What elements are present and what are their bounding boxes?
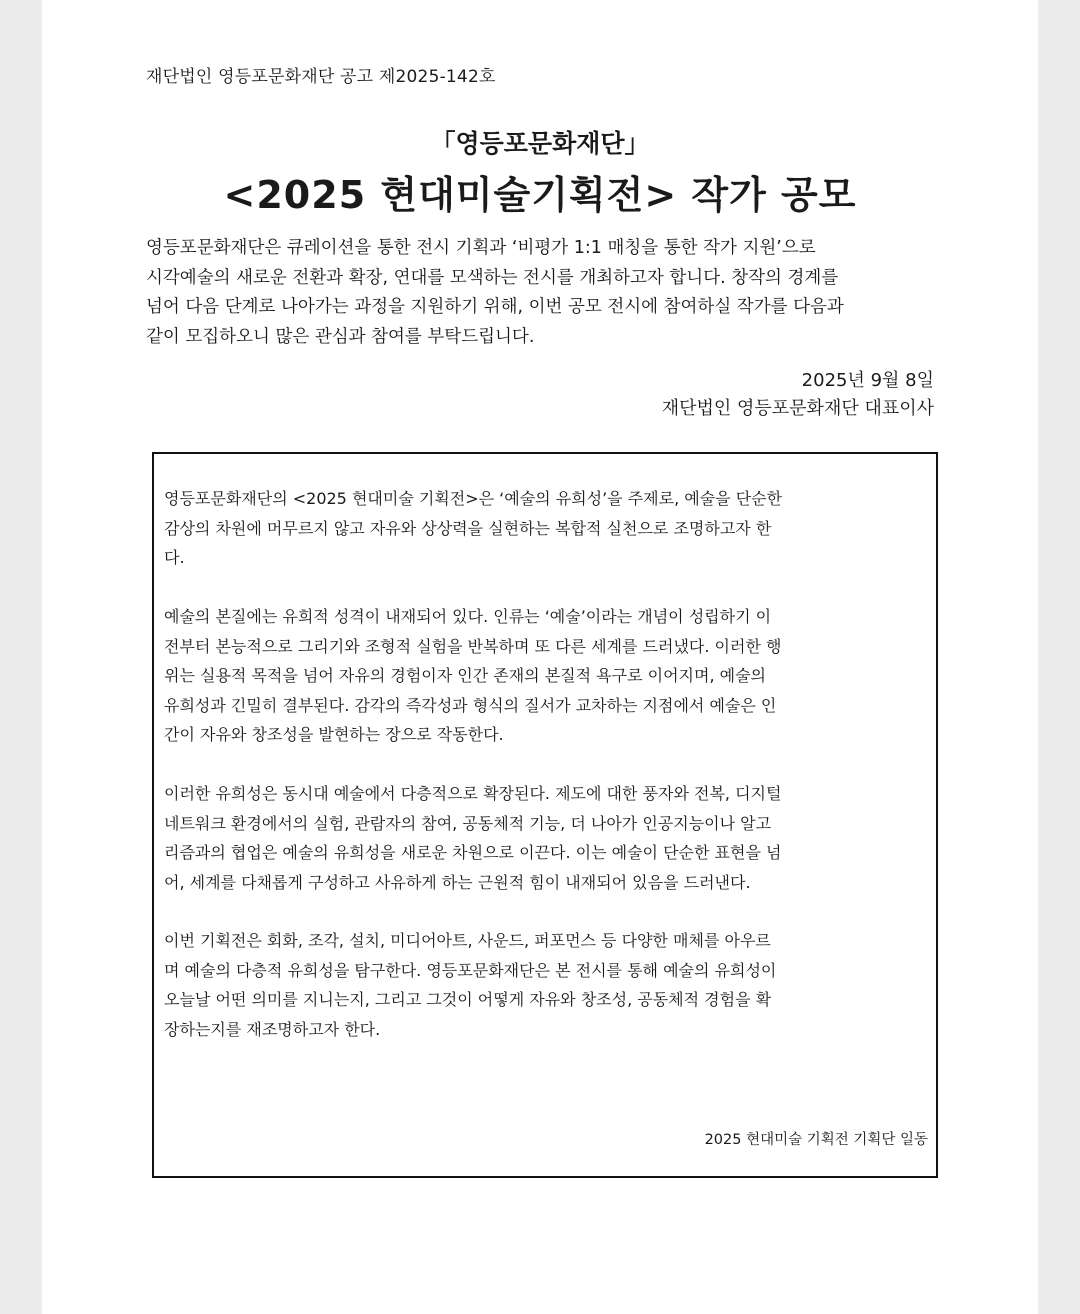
paragraph-line: 유희성과 긴밀히 결부된다. 감각의 즉각성과 형식의 질서가 교차하는 지점에서 예술은 인	[164, 695, 777, 715]
paragraph-line: 이번 기획전은 회화, 조각, 설치, 미디어아트, 사운드, 퍼포먼스 등 다양한 매체를 아우르	[164, 931, 771, 950]
intro-line: 같이 모집하오니 많은 관심과 참여를 부탁드립니다.	[146, 326, 535, 347]
paragraph-line: 예술의 본질에는 유희적 성격이 내재되어 있다. 인류는 ‘예술’이라는 개념이 성립하기 이	[164, 607, 772, 626]
paragraph-line: 감상의 차원에 머무르지 않고 자유와 상상력을 실현하는 복합적 실천으로 조명하고자 한	[164, 518, 772, 538]
paragraph-line: 간이 자유와 창조성을 발현하는 장으로 작동한다.	[164, 725, 504, 744]
document-page	[42, 0, 1038, 1314]
paragraph-line: 네트워크 환경에서의 실험, 관람자의 참여, 공동체적 기능, 더 나아가 인공지능이나 알고	[164, 813, 772, 833]
paragraph-line: 다.	[164, 548, 185, 567]
intro-line: 넘어 다음 단계로 나아가는 과정을 지원하기 위해, 이번 공모 전시에 참여하실 작가를 다음과	[146, 297, 844, 317]
intro-paragraph	[146, 234, 936, 352]
paragraph-line: 장하는지를 재조명하고자 한다.	[164, 1019, 381, 1039]
paragraph-line: 영등포문화재단의 <2025 현대미술 기획전>은 ‘예술의 유희성’을 주제로, 예술을 단순한	[164, 489, 783, 508]
announcement-date: 2025년 9월 8일	[801, 370, 934, 391]
box-footer-signature: 2025 현대미술 기획전 기획단 일동	[704, 1132, 928, 1148]
paragraph-line: 며 예술의 다층적 유희성을 탐구한다. 영등포문화재단은 본 전시를 통해 예술의 유희성이	[164, 960, 777, 980]
paragraph-line: 이러한 유희성은 동시대 예술에서 다층적으로 확장된다. 제도에 대한 풍자와 전복, 디지털	[164, 784, 782, 803]
main-title: <2025 현대미술기획전> 작가 공모	[223, 173, 857, 217]
paragraph-line: 전부터 본능적으로 그리기와 조형적 실험을 반복하며 또 다른 세계를 드러냈다. 이러한 행	[164, 636, 782, 656]
paragraph-line: 리즘과의 협업은 예술의 유희성을 새로운 차원으로 이끈다. 이는 예술이 단순한 표현을 넘	[164, 843, 782, 862]
signer: 재단법인 영등포문화재단 대표이사	[661, 398, 934, 419]
paragraph-line: 오늘날 어떤 의미를 지니는지, 그리고 그것이 어떻게 자유와 창조성, 공동체적 경험을 확	[164, 990, 772, 1009]
paragraph-line: 위는 실용적 목적을 넘어 자유의 경험이자 인간 존재의 본질적 욕구로 이어지며, 예술의	[164, 666, 766, 685]
intro-line: 시각예술의 새로운 전환과 확장, 연대를 모색하는 전시를 개최하고자 합니다. 창작의 경계를	[146, 267, 839, 288]
intro-line: 영등포문화재단은 큐레이션을 통한 전시 기획과 ‘비평가 1:1 매칭을 통한 작가 지원’으로	[146, 238, 816, 258]
organization-title: 「영등포문화재단」	[430, 129, 650, 158]
notice-number: 재단법인 영등포문화재단 공고 제2025-142호	[146, 67, 496, 87]
description-paragraph	[164, 602, 926, 750]
paragraph-line: 어, 세계를 다채롭게 구성하고 사유하게 하는 근원적 힘이 내재되어 있음을 드러낸다.	[164, 872, 751, 892]
description-paragraph	[164, 484, 926, 573]
exhibition-description-box	[152, 452, 938, 1178]
description-paragraph	[164, 779, 926, 897]
description-paragraph	[164, 926, 926, 1044]
